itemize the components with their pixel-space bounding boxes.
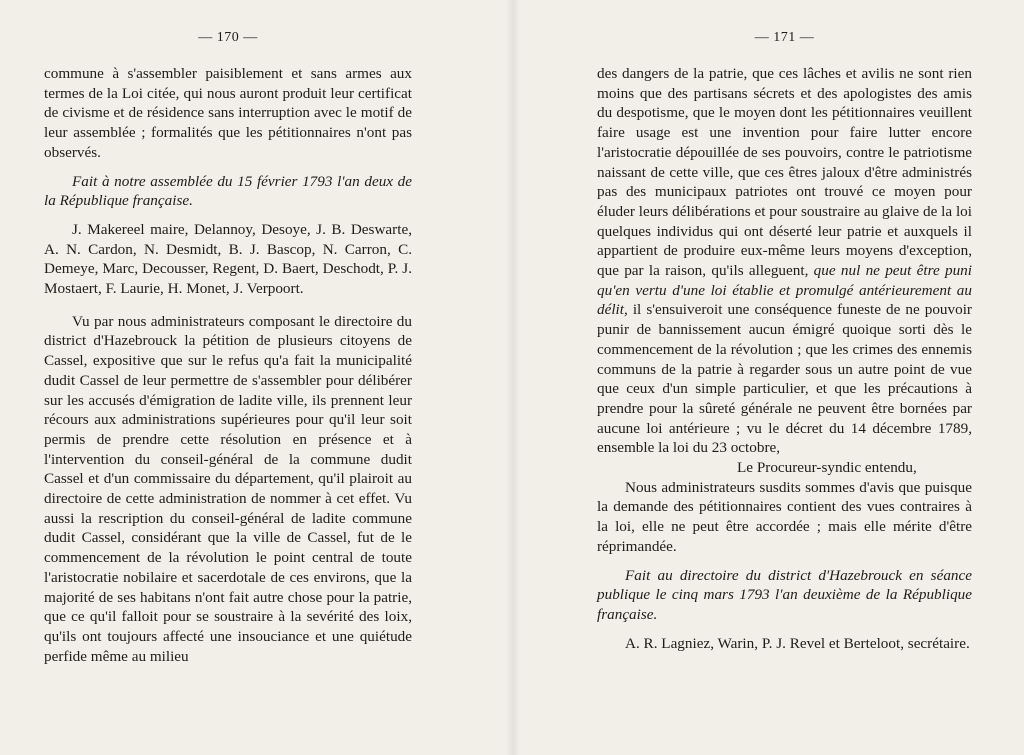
page-text (597, 64, 972, 653)
procureur-line: Le Procureur-syndic entendu, (737, 459, 917, 477)
dateline: Fait à notre assemblée du 15 février 1793 l'an deux de la République française. (44, 172, 412, 210)
page-number: — 170 — (198, 30, 258, 45)
dateline: Fait au directoire du district d'Hazebrouck en séance publique le cinq mars 1793 l'an deuxième de la République française. (597, 566, 972, 623)
body-text: des dangers de la patrie, que ces lâches et avilis ne sont rien moins que des partisans sécrets et des apologistes des amis du despotisme, que le moyen dont les pétitionnaires veuillent faire usage est une invention pour faire lutter encore l'aristocratie dépouillée de ses pouvoirs, contre le patriotisme naissant de cette ville, que ces êtres jaloux d'être administrés pas des municipaux patriotes ont trouvé ce moyen pour éluder leurs délibérations et pour soustraire au glaive de la loi quelques individus qui ont déserté leur patrie et auxquels il appartient de produire eux-même leurs moyens d'exception, que par la raison, qu'ils alleguent, (597, 65, 972, 280)
continuation-paragraph: commune à s'assembler paisiblement et sans armes aux termes de la Loi citée, qui nous auront produit leur certificat de civisme et de résidence sans interruption avec le motif de leur assemblée ; formalités que les pétitionnaires n'ont pas observés. (44, 65, 412, 161)
decision-paragraph: Nous administrateurs susdits sommes d'avis que puisque la demande des pétitionnaires contient des vues contraires à la loi, elle ne peut être accordée ; mais elle mérite d'être réprimandée. (597, 478, 972, 555)
page-number: — 171 — (754, 30, 815, 45)
body-paragraph (597, 64, 972, 458)
signatories: A. R. Lagniez, Warin, P. J. Revel et Berteloot, secrétaire. (625, 634, 970, 652)
signatories: J. Makereel maire, Delannoy, Desoye, J. B. Deswarte, A. N. Cardon, N. Desmidt, B. J. Bascop, N. Carron, C. Demeye, Marc, Decousser, Regent, D. Baert, Deschodt, P. J. Mostaert, F. Laurie, H. Monet, J. Verpoort. (44, 220, 412, 298)
right-page (597, 0, 972, 755)
quoted-principle: que nul ne peut être puni qu'en vertu d'une loi établie et promulgé antérieurement au délit, (597, 262, 972, 319)
book-gutter (506, 0, 520, 755)
left-page (44, 0, 412, 755)
body-paragraph: Vu par nous administrateurs composant le directoire du district d'Hazebrouck la pétition de plusieurs citoyens de Cassel, expositive que sur le refus qu'a fait la municipalité dudit Cassel de leur permettre de s'assembler pour délibérer sur les accusés d'émigration de ladite ville, ils prennent leur récours aux administrations supérieures pour qu'il leur soit permis de prendre cette résolution en présence et à l'intervention du conseil-général de la commune dudit Cassel et d'un commissaire du département, qu'il plairoit au directoire de cette administration de nommer à cet effet. Vu aussi la rescription du conseil-général de ladite commune dudit Cassel, considérant que la ville de Cassel, fut de le commencement de la révolution le point central de toute l'aristocratie nobilaire et sacerdotale de ces environs, que la majorité de ses habitans n'ont fait autre chose pour la patrie, que ce qu'il falloit pour se soustraire à la sevérité des loix, qu'ils ont toujours affecté une insouciance et une quiétude perfide même au milieu (44, 312, 412, 665)
page-text (44, 64, 412, 666)
body-text: il s'ensuiveroit une conséquence funeste de ne pouvoir punir de bannissement aucun émigré quoique sorti dès le commencement de la révolution ; que les crimes des ennemis communs de la patrie à regarder sous un autre point de vue que ceux d'un simple particulier, et que les précautions à prendre pour la sûreté générale ne peuvent être bornées par aucune loi antérieure ; vu le décret du 14 décembre 1789, ensemble la loi du 23 octobre, (597, 301, 972, 457)
